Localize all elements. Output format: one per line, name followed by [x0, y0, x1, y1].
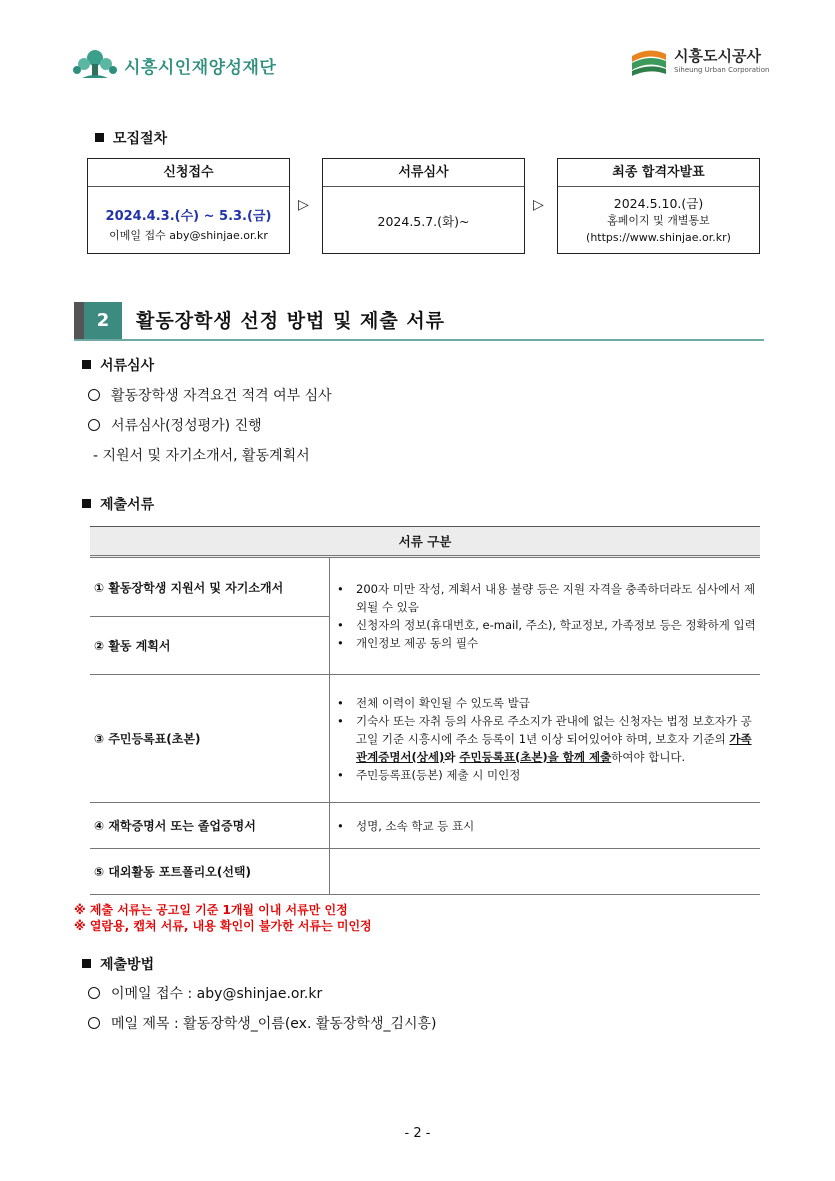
submit-method-item: 이메일 접수 : aby@shinjae.or.kr	[88, 983, 322, 1003]
square-bullet-icon	[95, 133, 104, 142]
section-2-heading	[74, 302, 764, 340]
list-item: • 주민등록표(등본) 제출 시 미인정	[337, 767, 521, 782]
step-application	[87, 158, 290, 254]
step-title: 신청접수	[88, 159, 289, 187]
screening-item: 서류심사(정성평가) 진행	[88, 415, 262, 435]
screening-heading: 서류심사	[82, 355, 154, 375]
note-line: ※ 제출 서류는 공고일 기준 1개월 이내 서류만 인정	[74, 903, 348, 917]
doc-row-label: ③ 주민등록표(초본)	[90, 675, 330, 803]
doc-row-desc-empty	[330, 849, 761, 895]
circle-bullet-icon	[88, 987, 100, 999]
square-bullet-icon	[82, 499, 91, 508]
corporation-logo	[630, 46, 769, 76]
corporation-name: 시흥도시공사	[674, 46, 761, 65]
screening-sub-item: - 지원서 및 자기소개서, 활동계획서	[93, 448, 310, 464]
note-line: ※ 열람용, 캡쳐 서류, 내용 확인이 불가한 서류는 미인정	[74, 919, 372, 933]
section-title: 활동장학생 선정 방법 및 제출 서류	[136, 310, 446, 332]
circle-bullet-icon	[88, 389, 100, 401]
screening-item: 활동장학생 자격요건 적격 여부 심사	[88, 385, 332, 405]
submit-method-heading: 제출방법	[82, 954, 154, 974]
square-bullet-icon	[82, 959, 91, 968]
submit-method-item: 메일 제목 : 활동장학생_이름(ex. 활동장학생_김시흥)	[88, 1013, 437, 1033]
section-number: 2	[84, 302, 122, 340]
corporation-name-en: Siheung Urban Corporation	[674, 65, 770, 74]
application-period: 2024.4.3.(수) ~ 5.3.(금)	[105, 209, 272, 224]
application-email: 이메일 접수 aby@shinjae.or.kr	[109, 229, 268, 242]
list-item: • 전체 이력이 확인될 수 있도록 발급	[337, 695, 530, 710]
doc-row-desc	[330, 803, 761, 849]
step-screening	[322, 158, 525, 254]
wave-logo-icon	[630, 46, 668, 76]
heading-bar	[74, 302, 84, 340]
square-bullet-icon	[82, 360, 91, 369]
submission-notes	[74, 902, 372, 934]
foundation-logo-text: 시흥시인재양성재단	[124, 57, 277, 78]
page-number: - 2 -	[404, 1126, 431, 1141]
doc-row-label: ⑤ 대외활동 포트폴리오(선택)	[90, 849, 330, 895]
announcement-method: 홈페이지 및 개별통보	[607, 214, 710, 227]
doc-row-desc	[330, 557, 761, 675]
doc-row-label: ① 활동장학생 지원서 및 자기소개서	[90, 557, 330, 617]
step-arrow-icon: ▷	[533, 197, 544, 213]
documents-heading: 제출서류	[82, 494, 154, 514]
list-item: • 신청자의 정보(휴대번호, e-mail, 주소), 학교정보, 가족정보 등은 정확하게 입력	[337, 618, 756, 632]
documents-table	[90, 526, 760, 895]
homepage-url: (https://www.shinjae.or.kr)	[586, 231, 731, 244]
step-title: 최종 합격자발표	[558, 159, 759, 187]
tree-logo-icon	[72, 48, 118, 82]
table-header: 서류 구분	[90, 527, 760, 557]
step-final-announcement	[557, 158, 760, 254]
announcement-date: 2024.5.10.(금)	[613, 196, 704, 211]
list-item: • 200자 미만 작성, 계획서 내용 불량 등은 지원 자격을 충족하더라도 심사에서 제외될 수 있음	[337, 582, 756, 614]
step-title: 서류심사	[323, 159, 524, 187]
circle-bullet-icon	[88, 1017, 100, 1029]
list-item: • 성명, 소속 학교 등 표시	[337, 818, 475, 833]
doc-row-label: ② 활동 계획서	[90, 617, 330, 675]
circle-bullet-icon	[88, 419, 100, 431]
screening-date: 2024.5.7.(화)~	[377, 214, 470, 229]
step-arrow-icon: ▷	[298, 197, 309, 213]
list-item: • 기숙사 또는 자취 등의 사유로 주소지가 관내에 없는 신청자는 법정 보호자가 공고일 기준 시흥시에 주소 등록이 1년 이상 되어있어야 하며, 보호자 기준의 가족관계증명서(상세)와 주민등록표(초본)을 함께 제출하여야 합니다.	[337, 713, 752, 764]
heading-rule	[74, 339, 764, 341]
recruit-procedure-heading: 모집절차	[95, 128, 167, 148]
doc-row-label: ④ 재학증명서 또는 졸업증명서	[90, 803, 330, 849]
foundation-logo	[72, 48, 276, 82]
doc-row-desc	[330, 675, 761, 803]
list-item: • 개인정보 제공 동의 필수	[337, 636, 479, 650]
